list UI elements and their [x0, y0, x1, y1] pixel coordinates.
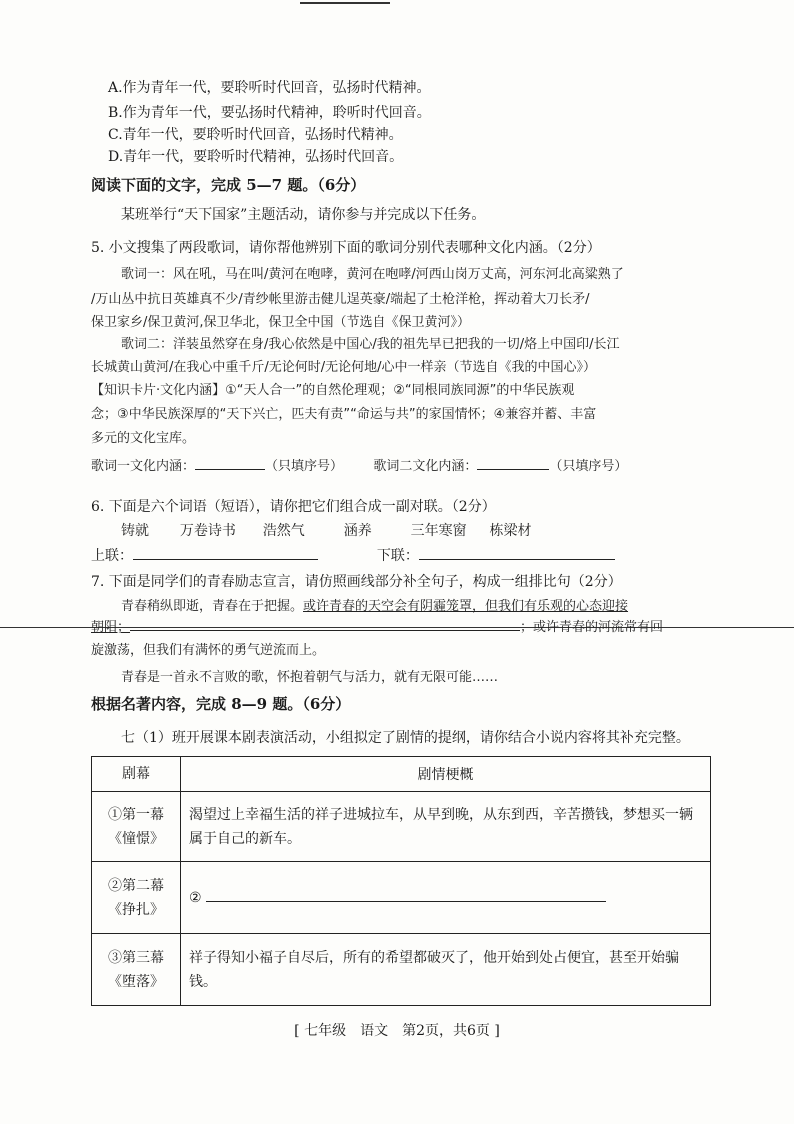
q4-option-d[interactable]: D.青年一代，要聆听时代精神，弘扬时代回音。 — [108, 149, 404, 165]
table-header-row — [92, 757, 711, 792]
q5-lyric1-line2: /万山丛中抗日英雄真不少/青纱帐里游击健儿逞英豪/端起了土枪洋枪，挥动着大刀长矛/ — [91, 292, 590, 307]
act2-answer-blank[interactable] — [206, 887, 606, 902]
act-cell — [92, 792, 181, 862]
q6-word-list — [121, 521, 532, 541]
q8-intro: 七（1）班开展课本剧表演活动，小组拟定了剧情的提纲，请你结合小说内容将其补充完整。 — [121, 730, 690, 746]
q5-answer-note-2: （只填序号） — [549, 459, 628, 474]
table-row — [92, 934, 711, 1006]
q5-answer-blank-1[interactable] — [195, 455, 265, 470]
table-row — [92, 792, 711, 862]
q5-answer-note-1: （只填序号） — [265, 459, 344, 474]
q7-line2 — [91, 616, 663, 638]
act-cell — [92, 934, 181, 1006]
q5-answer-label-1: 歌词一文化内涵： — [91, 459, 196, 474]
q5-lyric2-line2: 长城黄山黄河/在我心中重千斤/无论何时/无论何地/心中一样亲（节选自《我的中国心》） — [91, 360, 597, 375]
q6-word: 栋梁材 — [489, 523, 532, 539]
q6-answer-row — [91, 545, 615, 566]
q6-lower-blank[interactable] — [419, 545, 615, 560]
act-title: 《堕落》 — [108, 973, 164, 990]
q5-lyric1-line1: 歌词一：风在吼，马在叫/黄河在咆哮，黄河在咆哮/河西山岗万丈高，河东河北高粱熟了 — [121, 267, 624, 282]
section-intro-8-9: 根据名著内容，完成 8—9 题。（6分） — [91, 695, 351, 713]
q5-lyric2-line1: 歌词二：洋装虽然穿在身/我心依然是中国心/我的祖先早已把我的一切/烙上中国印/长江 — [121, 337, 620, 352]
summary-cell: 渴望过上幸福生活的祥子进城拉车，从早到晚，从东到西，辛苦攒钱，梦想买一辆属于自己的新车。 — [181, 792, 711, 862]
q6-stem: 6. 下面是六个词语（短语），请你把它们组合成一副对联。（2分） — [91, 499, 496, 515]
q7-line1-underlined: 或许青春的天空会有阴霾笼罩，但我们有乐观的心态迎接 — [303, 599, 629, 614]
header-act: 剧幕 — [92, 757, 181, 792]
q6-lower-label: 下联： — [376, 548, 419, 564]
act-title: 《憧憬》 — [108, 830, 164, 847]
q5-stem: 5. 小文搜集了两段歌词，请你帮他辨别下面的歌词分别代表哪种文化内涵。（2分） — [91, 240, 601, 256]
q7-line4: 青春是一首永不言败的歌，怀抱着朝气与活力，就有无限可能…… — [121, 670, 499, 685]
q7-line1 — [121, 597, 628, 617]
q4-option-b[interactable]: B.作为青年一代，要弘扬时代精神，聆听时代回音。 — [108, 105, 431, 121]
q5-answer-blank-2[interactable] — [477, 455, 549, 470]
q5-answer-row — [91, 455, 627, 477]
summary-marker: ② — [189, 889, 202, 906]
q6-word: 浩然气 — [262, 523, 305, 539]
q7-line1-plain: 青春稍纵即逝，青春在于把握。 — [121, 599, 304, 614]
act-number: ②第二幕 — [108, 877, 164, 894]
q7-line3: 旋激荡，但我们有满怀的勇气逆流而上。 — [91, 643, 326, 658]
q6-word: 涵养 — [343, 523, 372, 539]
act-cell — [92, 862, 181, 934]
q6-upper-label: 上联： — [91, 548, 133, 564]
q5-knowledge-card-line2: 念；③中华民族深厚的“天下兴亡，匹夫有责”“命运与共”的家国情怀；④兼容并蓄、丰富 — [91, 407, 597, 422]
summary-cell — [181, 862, 711, 934]
summary-cell: 祥子得知小福子自尽后，所有的希望都破灭了，他开始到处占便宜，甚至开始骗钱。 — [181, 934, 711, 1006]
table-row — [92, 862, 711, 934]
section-intro-5-7: 阅读下面的文字，完成 5—7 题。（6分） — [91, 176, 366, 194]
q4-option-c[interactable]: C.青年一代，要聆听时代回音，弘扬时代精神。 — [108, 127, 403, 143]
q7-line2-underlined: 朝阳； — [91, 620, 131, 635]
q6-word: 铸就 — [121, 523, 149, 539]
q6-upper-blank[interactable] — [133, 545, 318, 560]
plot-outline-table — [91, 756, 711, 1006]
q5-answer-label-2: 歌词二文化内涵： — [373, 459, 478, 474]
q5-knowledge-card-line3: 多元的文化宝库。 — [91, 431, 196, 446]
activity-intro: 某班举行“天下国家”主题活动，请你参与并完成以下任务。 — [121, 207, 486, 223]
q5-lyric1-line3: 保卫家乡/保卫黄河,保卫华北，保卫全中国（节选自《保卫黄河》） — [91, 315, 471, 330]
page-footer: [ 七年级 语文 第2页，共6页 ] — [294, 1023, 500, 1039]
q5-knowledge-card-line1: 【知识卡片·文化内涵】①“天人合一”的自然伦理观；②“同根同族同源”的中华民族观 — [91, 383, 575, 398]
q7-answer-blank[interactable] — [130, 616, 520, 631]
act-number: ①第一幕 — [108, 806, 164, 823]
q7-stem: 7. 下面是同学们的青春励志宣言，请仿照画线部分补全句子，构成一组排比句（2分） — [91, 574, 622, 590]
q7-line2-tail: ；或许青春的河流常有回 — [520, 620, 664, 635]
q4-option-a[interactable]: A.作为青年一代，要聆听时代回音，弘扬时代精神。 — [108, 80, 431, 96]
q6-word: 万卷诗书 — [179, 523, 236, 539]
q6-word: 三年寒窗 — [410, 523, 467, 539]
header-summary: 剧情梗概 — [181, 757, 711, 792]
act-number: ③第三幕 — [108, 949, 164, 966]
act-title: 《挣扎》 — [108, 901, 164, 918]
